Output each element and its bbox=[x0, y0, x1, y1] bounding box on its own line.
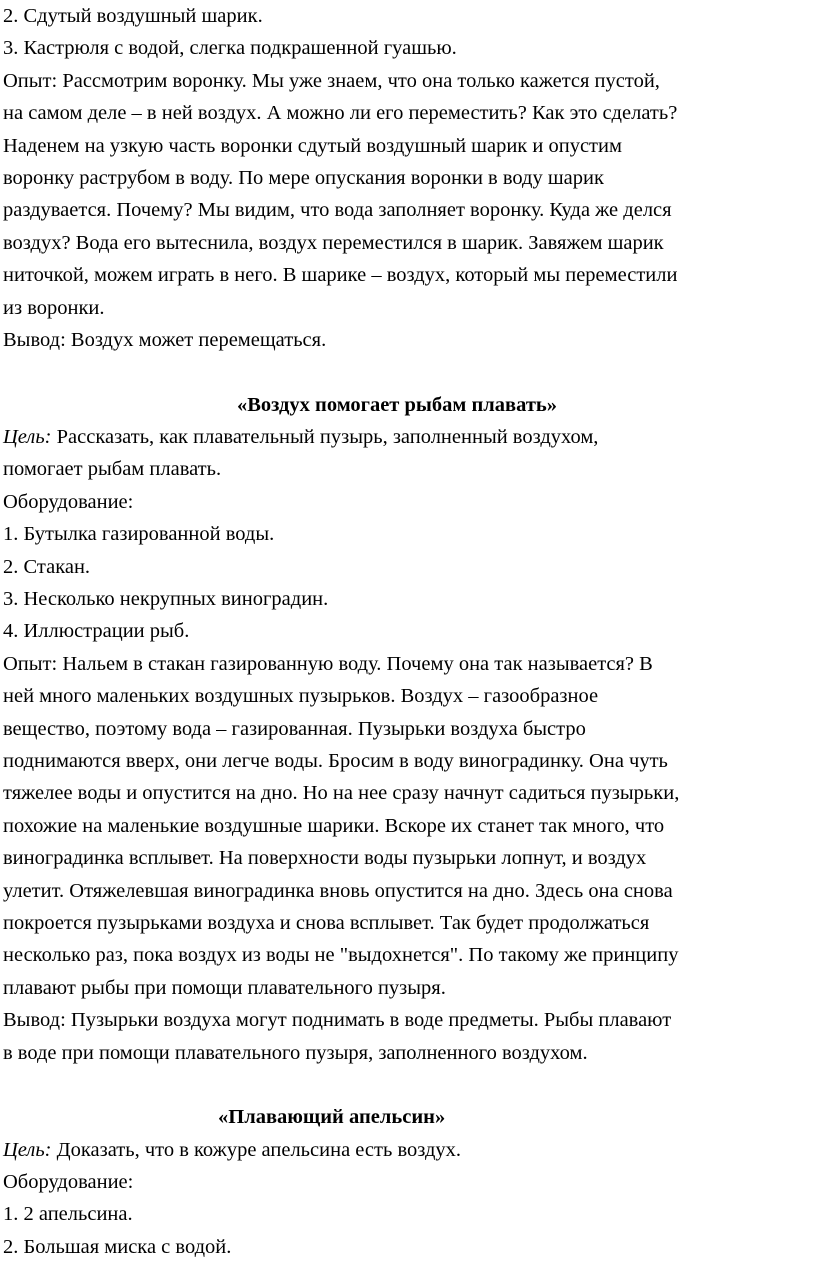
text-line: Наденем на узкую часть воронки сдутый воздушный шарик и опустим bbox=[3, 134, 622, 157]
text-line: похожие на маленькие воздушные шарики. Вскоре их станет так много, что bbox=[3, 814, 665, 837]
section-title: «Плавающий апельсин» bbox=[218, 1106, 446, 1129]
equipment-item: 2. Большая миска с водой. bbox=[3, 1235, 232, 1258]
goal-label: Цель: bbox=[3, 1138, 52, 1161]
section-title: «Воздух помогает рыбам плавать» bbox=[237, 393, 558, 416]
goal-line bbox=[3, 1134, 811, 1166]
text-line: плавают рыбы при помощи плавательного пузыря. bbox=[3, 976, 446, 999]
text-line: Опыт: Рассмотрим воронку. Мы уже знаем, что она только кажется пустой, bbox=[3, 69, 660, 92]
goal-label: Цель: bbox=[3, 426, 52, 449]
equipment-item: 1. Бутылка газированной воды. bbox=[3, 523, 275, 546]
text-line: покроется пузырьками воздуха и снова всплывет. Так будет продолжаться bbox=[3, 911, 650, 934]
text-line: тяжелее воды и опустится на дно. Но на нее сразу начнут садиться пузырьки, bbox=[3, 782, 680, 805]
conclusion-line: в воде при помощи плавательного пузыря, заполненного воздухом. bbox=[3, 1041, 588, 1064]
text-line: виноградинка всплывет. На поверхности воды пузырьки лопнут, и воздух bbox=[3, 847, 647, 870]
section-fish-swim bbox=[3, 389, 811, 1069]
section-funnel-experiment bbox=[3, 0, 811, 356]
text-line: на самом деле – в ней воздух. А можно ли его переместить? Как это сделать? bbox=[3, 102, 678, 125]
equipment-label: Оборудование: bbox=[3, 1171, 134, 1194]
text-line: 3. Кастрюля с водой, слегка подкрашенной гуашью. bbox=[3, 37, 457, 60]
conclusion-line: Вывод: Пузырьки воздуха могут поднимать в воде предметы. Рыбы плавают bbox=[3, 1009, 672, 1032]
equipment-item: 1. 2 апельсина. bbox=[3, 1203, 133, 1226]
text-line: несколько раз, пока воздух из воды не "выдохнется". По такому же принципу bbox=[3, 944, 679, 967]
text-line: воздух? Вода его вытеснила, воздух переместился в шарик. Завяжем шарик bbox=[3, 231, 664, 254]
text-line: раздувается. Почему? Мы видим, что вода заполняет воронку. Куда же делся bbox=[3, 199, 672, 222]
spacer bbox=[3, 356, 811, 388]
text-line: улетит. Отяжелевшая виноградинка вновь опустится на дно. Здесь она снова bbox=[3, 879, 673, 902]
text-line: 2. Сдутый воздушный шарик. bbox=[3, 5, 263, 27]
equipment-item: 4. Иллюстрации рыб. bbox=[3, 620, 190, 643]
equipment-item: 2. Стакан. bbox=[3, 555, 91, 578]
goal-text: Доказать, что в кожуре апельсина есть воздух. bbox=[51, 1138, 462, 1161]
goal-line bbox=[3, 421, 811, 453]
equipment-label: Оборудование: bbox=[3, 490, 134, 513]
text-line: из воронки. bbox=[3, 296, 105, 319]
text-line: ней много маленьких воздушных пузырьков. Воздух – газообразное bbox=[3, 685, 599, 708]
text-line: помогает рыбам плавать. bbox=[3, 458, 222, 481]
text-line: ниточкой, можем играть в него. В шарике – воздух, который мы переместили bbox=[3, 264, 678, 287]
spacer bbox=[3, 1069, 811, 1101]
text-line: воронку раструбом в воду. По мере опускания воронки в воду шарик bbox=[3, 166, 604, 189]
text-line: вещество, поэтому вода – газированная. Пузырьки воздуха быстро bbox=[3, 717, 586, 740]
section-floating-orange bbox=[3, 1101, 811, 1263]
goal-text: Рассказать, как плавательный пузырь, заполненный воздухом, bbox=[51, 426, 599, 449]
text-line: поднимаются вверх, они легче воды. Бросим в воду виноградинку. Она чуть bbox=[3, 749, 668, 772]
text-line: Опыт: Нальем в стакан газированную воду. Почему она так называется? В bbox=[3, 652, 653, 675]
conclusion-line: Вывод: Воздух может перемещаться. bbox=[3, 328, 327, 351]
equipment-item: 3. Несколько некрупных виноградин. bbox=[3, 588, 329, 611]
